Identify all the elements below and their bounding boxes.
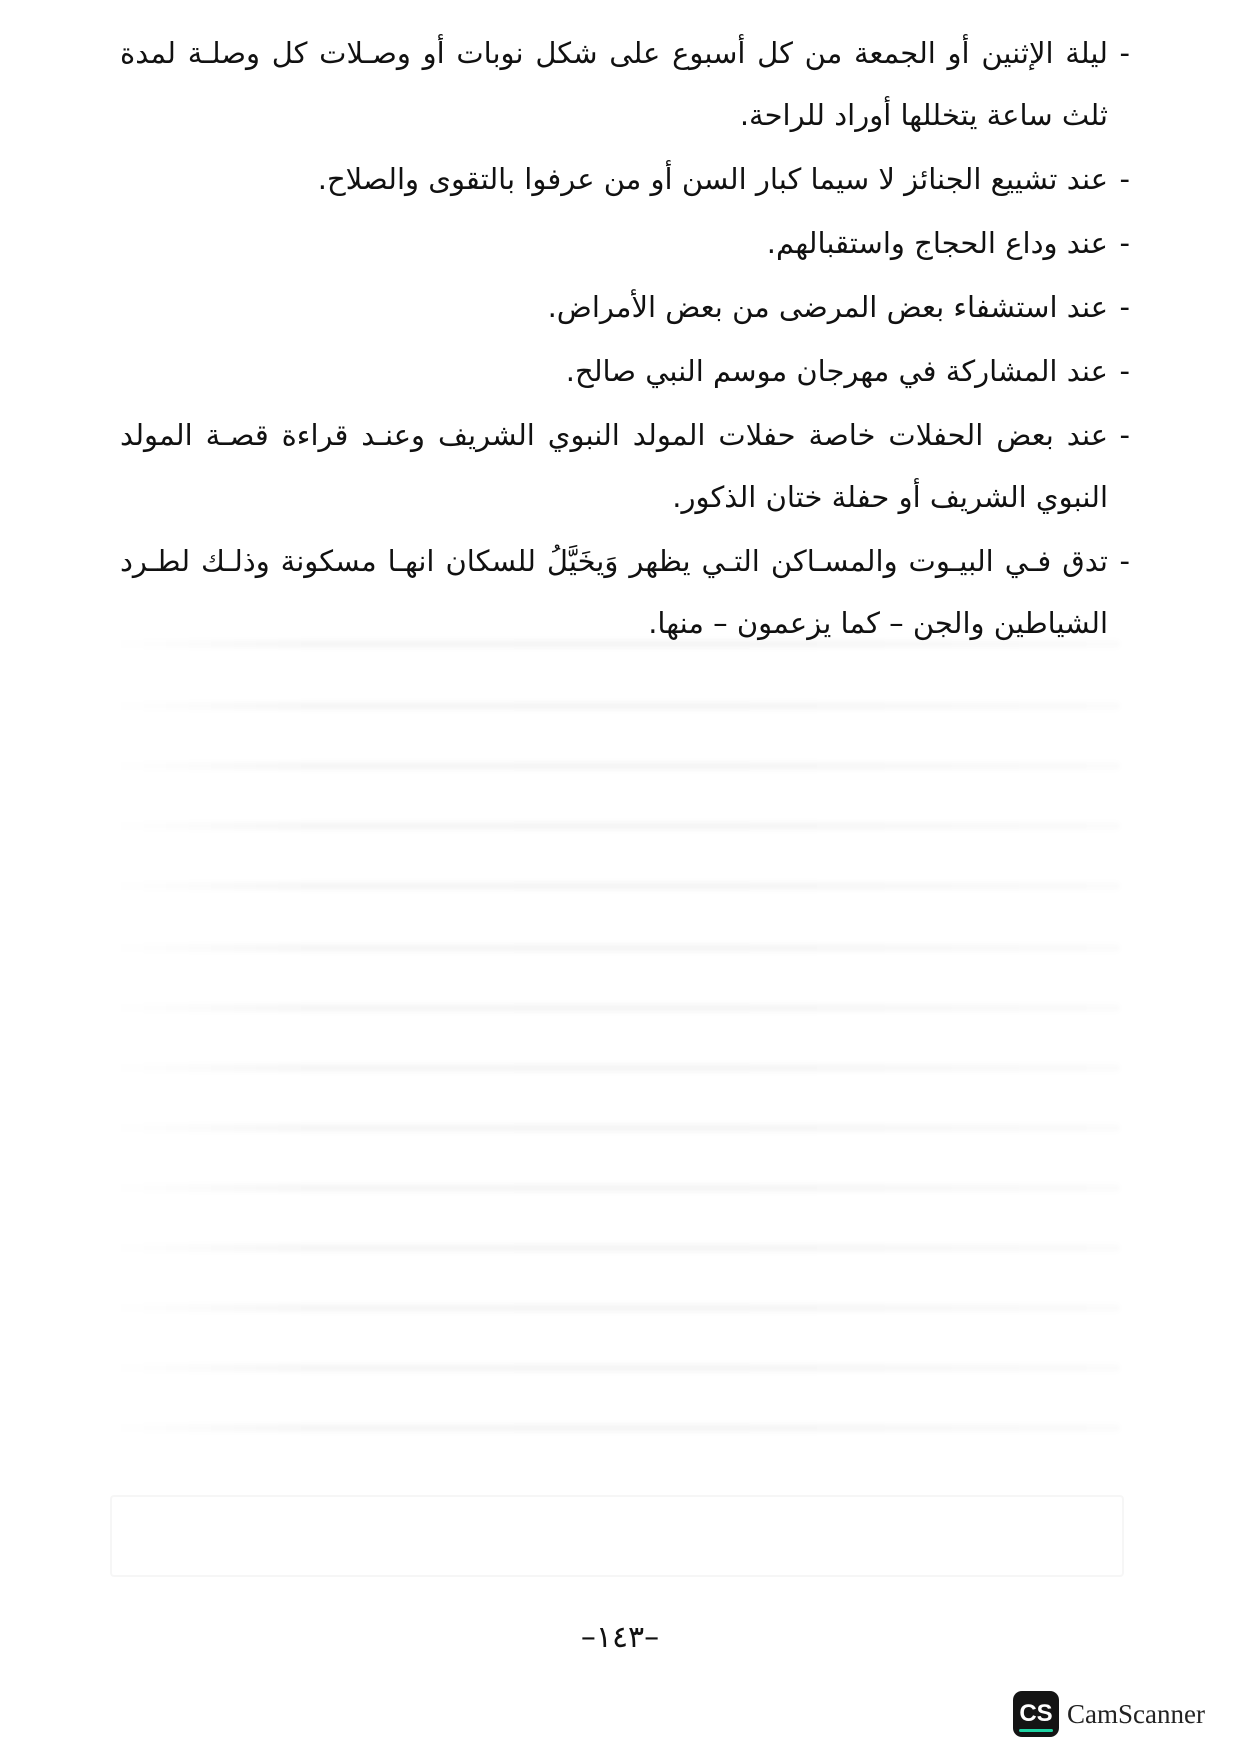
list-item-text: عند تشييع الجنائز لا سيما كبار السن أو من عرفوا بالتقوى والصلاح. (317, 162, 1108, 196)
list-item (120, 276, 1130, 338)
list-item-text: ليلة الإثنين أو الجمعة من كل أسبوع على شكل نوبات أو وصـلات كل وصلـة لمدة ثلث ساعة يتخللها أوراد للراحة. (120, 36, 1108, 132)
list-item-text: عند استشفاء بعض المرضى من بعض الأمراض. (547, 290, 1108, 324)
camscanner-watermark (1013, 1691, 1205, 1737)
list-item (120, 22, 1130, 146)
bullet-dash: - (1119, 544, 1130, 578)
list-item-text: عند المشاركة في مهرجان موسم النبي صالح. (565, 354, 1108, 388)
camscanner-label: CamScanner (1067, 1698, 1205, 1729)
bullet-dash: - (1119, 418, 1130, 452)
bullet-dash: - (1119, 162, 1130, 196)
camscanner-icon: CS (1013, 1691, 1059, 1737)
list-item (120, 404, 1130, 528)
list-item-text: عند بعض الحفلات خاصة حفلات المولد النبوي الشريف وعنـد قراءة قصـة المولد النبوي الشريف أو حفلة ختان الذكور. (120, 418, 1108, 514)
list-item (120, 340, 1130, 402)
list-item-text: عند وداع الحجاج واستقبالهم. (766, 226, 1108, 260)
page-number: –١٤٣– (580, 1620, 660, 1655)
list-item (120, 212, 1130, 274)
bullet-dash: - (1119, 36, 1130, 70)
bullet-dash: - (1119, 226, 1130, 260)
page-body (120, 22, 1130, 656)
bullet-dash: - (1119, 290, 1130, 324)
list-item (120, 530, 1130, 654)
list-item (120, 148, 1130, 210)
bullet-dash: - (1119, 354, 1130, 388)
list-item-text: تدق فـي البيـوت والمسـاكن التـي يظهر وَيخَيَّلُ للسكان انهـا مسكونة وذلـك لطـرد الشياطين والجن – كما يزعمون – منها. (120, 544, 1108, 640)
